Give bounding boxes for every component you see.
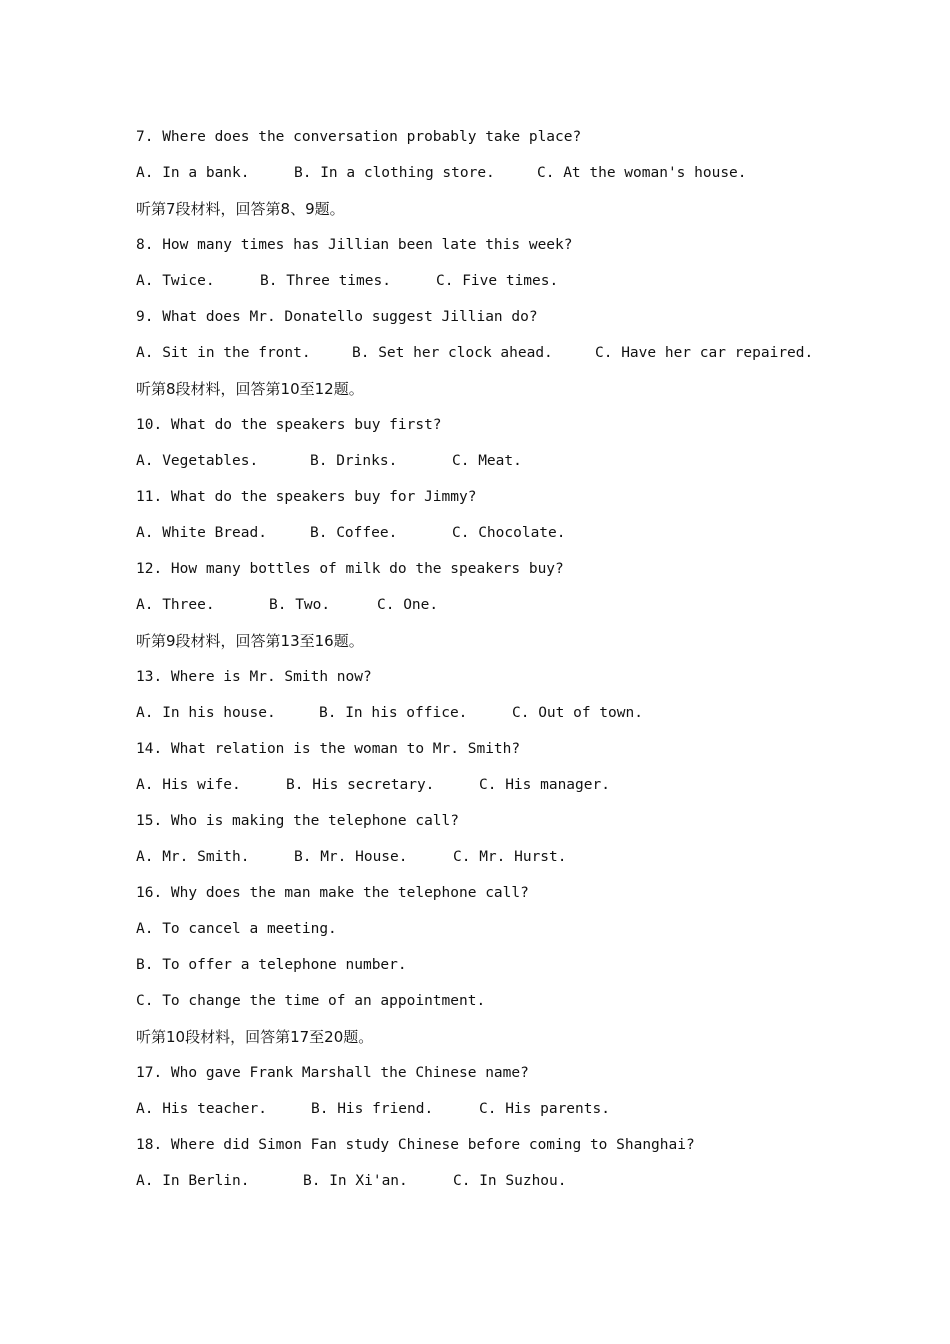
answer-option: B. Drinks. [310, 453, 398, 469]
answer-options [136, 1168, 896, 1204]
section-instruction: 听第8段材料，回答第10至12题。 [136, 380, 364, 398]
section-instruction: 听第9段材料，回答第13至16题。 [136, 632, 364, 650]
answer-option: C. Have her car repaired. [595, 345, 814, 361]
question-text: 9. What does Mr. Donatello suggest Jillian do? [136, 309, 538, 325]
answer-option: A. His wife. [136, 777, 241, 793]
answer-option: B. In his office. [319, 705, 468, 721]
answer-option: A. Vegetables. [136, 453, 259, 469]
question-text: 14. What relation is the woman to Mr. Smith? [136, 741, 521, 757]
answer-option: A. Twice. [136, 273, 215, 289]
question-text: A. To cancel a meeting. [136, 921, 337, 937]
answer-option: B. Two. [269, 597, 331, 613]
question-text: 13. Where is Mr. Smith now? [136, 669, 372, 685]
answer-option: A. Sit in the front. [136, 345, 311, 361]
question-text: 11. What do the speakers buy for Jimmy? [136, 489, 477, 505]
question-text: 10. What do the speakers buy first? [136, 417, 442, 433]
answer-options [136, 772, 896, 808]
answer-option: C. His parents. [479, 1101, 610, 1117]
answer-option: A. In his house. [136, 705, 276, 721]
answer-option: C. At the woman's house. [537, 165, 747, 181]
answer-option: A. His teacher. [136, 1101, 267, 1117]
answer-option: B. In a clothing store. [294, 165, 495, 181]
answer-option: C. His manager. [479, 777, 610, 793]
answer-option: A. White Bread. [136, 525, 267, 541]
answer-option: C. In Suzhou. [453, 1173, 567, 1189]
answer-option: B. His friend. [311, 1101, 434, 1117]
answer-option: C. Out of town. [512, 705, 643, 721]
answer-option: B. Three times. [260, 273, 391, 289]
answer-option: C. Meat. [452, 453, 522, 469]
answer-option: C. Chocolate. [452, 525, 566, 541]
question-text: 8. How many times has Jillian been late this week? [136, 237, 573, 253]
section-instruction: 听第7段材料，回答第8、9题。 [136, 200, 345, 218]
answer-option: A. In Berlin. [136, 1173, 250, 1189]
answer-option: B. In Xi'an. [303, 1173, 408, 1189]
answer-option: B. Set her clock ahead. [352, 345, 553, 361]
answer-option: B. Coffee. [310, 525, 398, 541]
answer-options [136, 700, 896, 736]
question-text: 12. How many bottles of milk do the speakers buy? [136, 561, 564, 577]
answer-options [136, 844, 896, 880]
answer-option: B. His secretary. [286, 777, 435, 793]
answer-option: C. Five times. [436, 273, 559, 289]
answer-option: B. Mr. House. [294, 849, 408, 865]
answer-option: A. In a bank. [136, 165, 250, 181]
section-instruction: 听第10段材料，回答第17至20题。 [136, 1028, 374, 1046]
answer-options [136, 592, 896, 628]
question-text: 18. Where did Simon Fan study Chinese before coming to Shanghai? [136, 1137, 695, 1153]
answer-options [136, 340, 896, 376]
exam-page [136, 124, 896, 1204]
question-text: 7. Where does the conversation probably take place? [136, 129, 582, 145]
answer-options [136, 448, 896, 484]
question-text: 16. Why does the man make the telephone call? [136, 885, 529, 901]
answer-options [136, 1096, 896, 1132]
question-text: C. To change the time of an appointment. [136, 993, 486, 1009]
question-text: B. To offer a telephone number. [136, 957, 407, 973]
answer-option: A. Mr. Smith. [136, 849, 250, 865]
question-text: 15. Who is making the telephone call? [136, 813, 460, 829]
answer-options [136, 160, 896, 196]
answer-option: C. One. [377, 597, 439, 613]
answer-options [136, 268, 896, 304]
question-text: 17. Who gave Frank Marshall the Chinese name? [136, 1065, 529, 1081]
answer-options [136, 520, 896, 556]
answer-option: C. Mr. Hurst. [453, 849, 567, 865]
answer-option: A. Three. [136, 597, 215, 613]
